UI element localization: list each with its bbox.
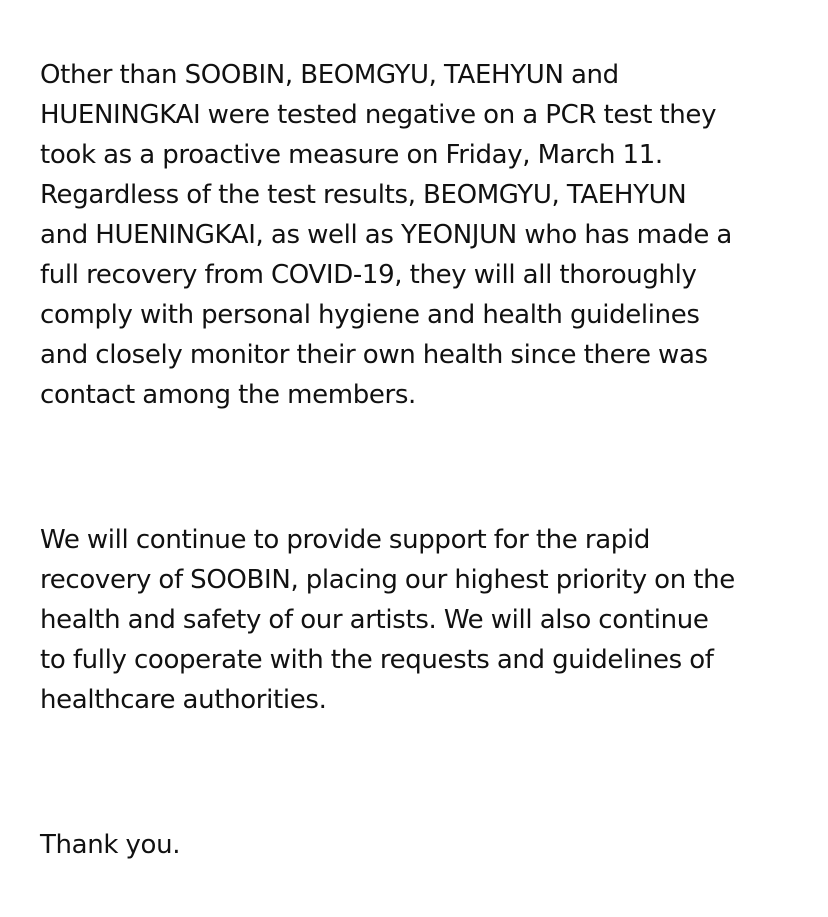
paragraph-line: contact among the members.	[40, 380, 416, 410]
paragraph-line: health and safety of our artists. We will also continue	[40, 605, 709, 635]
paragraph-line: Other than SOOBIN, BEOMGYU, TAEHYUN and	[40, 60, 619, 90]
paragraph-line: took as a proactive measure on Friday, March 11.	[40, 140, 663, 170]
paragraph-line: HUENINGKAI were tested negative on a PCR test they	[40, 100, 717, 130]
paragraph-line: healthcare authorities.	[40, 685, 327, 715]
paragraph-line: full recovery from COVID-19, they will all thoroughly	[40, 260, 697, 290]
paragraph-line: and HUENINGKAI, as well as YEONJUN who has made a	[40, 220, 733, 250]
paragraph-line: Regardless of the test results, BEOMGYU, TAEHYUN	[40, 180, 687, 210]
paragraph-line: to fully cooperate with the requests and guidelines of	[40, 645, 714, 675]
paragraph-line: We will continue to provide support for the rapid	[40, 525, 650, 555]
closing-thank-you: Thank you.	[40, 830, 181, 860]
paragraph-line: and closely monitor their own health since there was	[40, 340, 708, 370]
paragraph-line: comply with personal hygiene and health guidelines	[40, 300, 700, 330]
paragraph-line: recovery of SOOBIN, placing our highest priority on the	[40, 565, 735, 595]
